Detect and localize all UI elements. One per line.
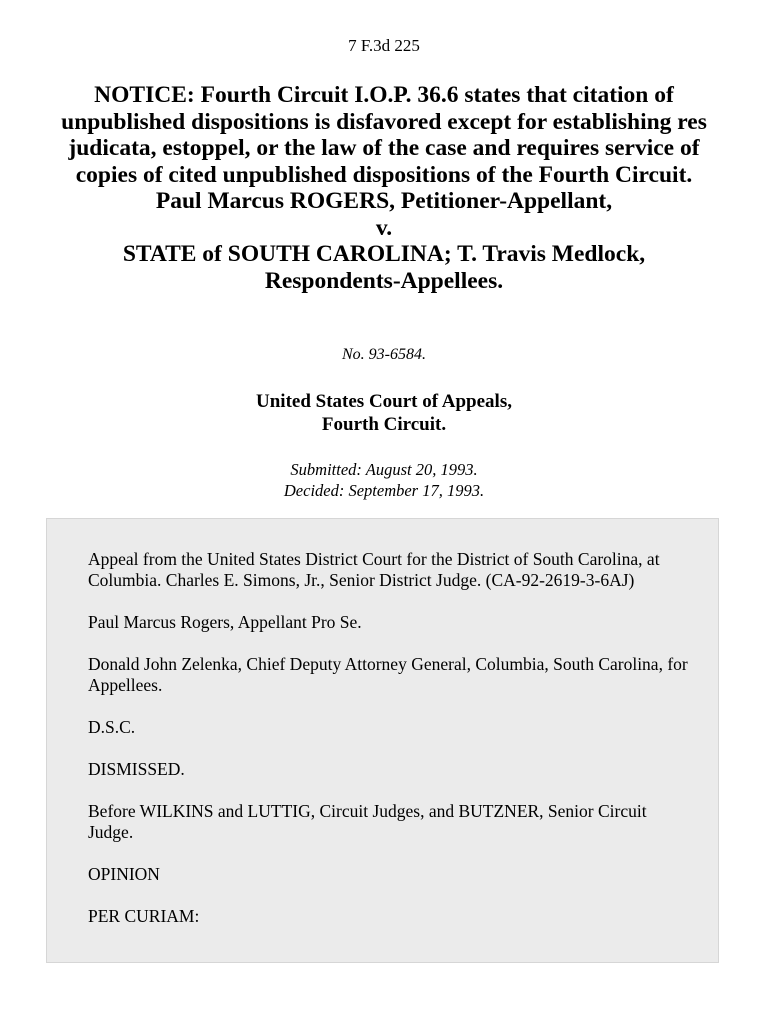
judges-panel: Before WILKINS and LUTTIG, Circuit Judges, and BUTZNER, Senior Circuit Judge. [88,801,647,842]
case-body-panel [46,518,719,963]
per-curiam-label: PER CURIAM: [88,906,200,926]
court-name-line-2: Fourth Circuit. [321,414,447,435]
notice-text: NOTICE: Fourth Circuit I.O.P. 36.6 states that citation of unpublished dispositions is disfavored except for establishing res judicata, estoppel, or the law of the case and requires service of copies of cited unpublished dispositions of the Fourth Circuit. [61,82,707,188]
court-name [0,390,768,436]
disposition-label: DISMISSED. [88,759,185,779]
docket-number: No. 93-6584. [342,346,426,363]
case-citation: 7 F.3d 225 [348,36,420,55]
respondents-line-1: STATE of SOUTH CAROLINA; T. Travis Medlock, [122,241,646,267]
opinion-heading: OPINION [88,864,160,884]
petitioner-name: Paul Marcus ROGERS, Petitioner-Appellant, [155,188,613,214]
appellant-counsel: Paul Marcus Rogers, Appellant Pro Se. [88,612,362,632]
case-body-text [88,549,688,948]
respondents-line-2: Respondents-Appellees. [264,267,504,294]
versus-label: v. [375,214,393,241]
district-label: D.S.C. [88,717,136,737]
case-dates [0,459,768,501]
appellee-counsel: Donald John Zelenka, Chief Deputy Attorney General, Columbia, South Carolina, for Appellees. [88,654,688,695]
decided-date: Decided: September 17, 1993. [283,481,485,500]
court-name-line-1: United States Court of Appeals, [256,391,512,412]
submitted-date: Submitted: August 20, 1993. [290,460,478,479]
appeal-from-paragraph: Appeal from the United States District Court for the District of South Carolina, at Columbia. Charles E. Simons, Jr., Senior District Judge. (CA-92-2619-3-6AJ) [88,549,660,590]
case-title [40,82,728,294]
